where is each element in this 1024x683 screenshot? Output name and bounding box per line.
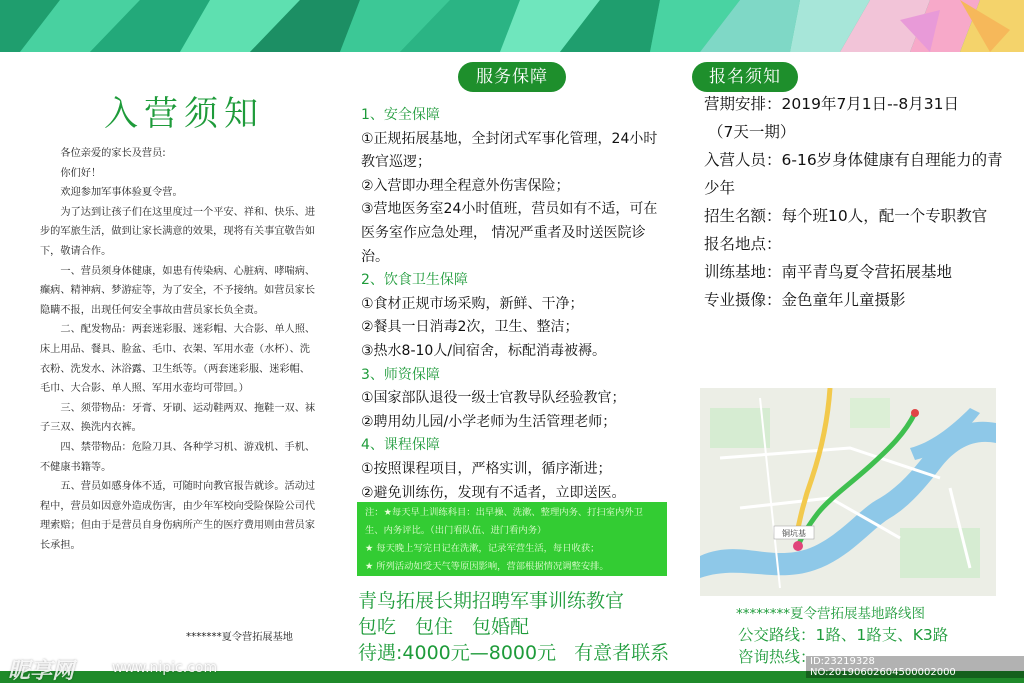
eligible-participants: 入营人员：6-16岁身体健康有自理能力的青少年 xyxy=(704,151,1003,197)
safety-item-1: ①正规拓展基地，全封闭式军事化管理，24小时教官巡逻； xyxy=(361,130,658,171)
letter-item-required: 三、须带物品：牙膏、牙刷、运动鞋两双、拖鞋一双、袜子三双、换洗内衣裤。 xyxy=(40,402,316,434)
watermark-logo: 昵享网 xyxy=(8,659,75,683)
camp-notice-letter xyxy=(40,144,320,555)
notice-line-2: ★ 每天晚上写完日记在洗漱，记录军营生活，每日收获； xyxy=(365,543,600,554)
section-teachers: 3、师资保障 xyxy=(361,366,440,383)
enrollment-quota: 招生名额：每个班10人，配一个专职教官 xyxy=(704,207,988,225)
top-decorative-banner xyxy=(0,0,1024,52)
recruit-contact: 有意者联系 xyxy=(574,642,670,664)
recruit-headline: 青鸟拓展长期招聘军事训练教官 xyxy=(358,590,625,612)
training-base: 训练基地：南平青鸟夏令营拓展基地 xyxy=(704,263,953,281)
left-signature: *******夏令营拓展基地 xyxy=(186,632,293,643)
camp-period-note: （7天一期） xyxy=(708,123,796,141)
service-guarantee-list xyxy=(361,104,661,505)
notice-line-1: 注：★每天早上训练科目：出早操、洗漱、整理内务、打扫室内外卫生、内务评比。（出门看队伍、进门看内务） xyxy=(365,507,643,536)
recruit-benefits: 包吃 包住 包婚配 xyxy=(358,616,530,638)
left-title: 入营须知 xyxy=(104,94,264,134)
food-item-1: ①食材正规市场采购，新鲜、干净； xyxy=(361,295,584,312)
food-item-2: ②餐具一日消毒2次，卫生、整洁； xyxy=(361,319,579,336)
letter-item-supplies: 二、配发物品：两套迷彩服、迷彩帽、大合影、单人照、床上用品、餐具、脸盆、毛巾、衣架、军用水壶（水杯）、洗衣粉、洗发水、沐浴露、卫生纸等。（两套迷彩服、迷彩帽、毛巾、大合影、单人照、军用水壶均可带回。） xyxy=(40,324,316,395)
courses-item-1: ①按照课程项目，严格实训，循序渐进； xyxy=(361,460,612,477)
safety-item-2: ②入营即办理全程意外伤害保险； xyxy=(361,177,570,194)
recruit-pay: 待遇:4000元—8000元 xyxy=(358,642,557,664)
section-safety: 1、安全保障 xyxy=(361,107,440,123)
signup-location: 报名地点： xyxy=(704,235,782,253)
photography-service: 专业摄像：金色童年儿童摄影 xyxy=(704,291,906,309)
food-item-3: ③热水8-10人/间宿舍，标配消毒被褥。 xyxy=(361,342,607,359)
signup-header: 报名须知 xyxy=(692,62,798,92)
letter-welcome: 欢迎参加军事体验夏令营。 xyxy=(60,187,183,199)
notice-line-3: ★ 所列活动如受天气等原因影响，营部根据情况调整安排。 xyxy=(365,561,609,572)
safety-item-3: ③营地医务室24小时值班，营员如有不适，可在医务室作应急处理， 情况严重者及时送医院诊治。 xyxy=(361,201,658,265)
watermark-url: www.nipic.com xyxy=(112,660,218,676)
section-courses: 4、课程保障 xyxy=(361,437,440,454)
teachers-item-2: ②聘用幼儿园/小学老师为生活管理老师； xyxy=(361,413,617,430)
recruitment-ad xyxy=(358,588,669,666)
letter-hello: 你们好！ xyxy=(60,167,102,179)
bus-routes: 公交路线：1路、1路支、K3路 xyxy=(738,626,949,644)
daily-schedule-notice xyxy=(357,502,667,576)
camp-period: 营期安排：2019年7月1日--8月31日 xyxy=(704,95,959,113)
letter-item-health: 一、营员须身体健康，如患有传染病、心脏病、哮喘病、癫病、精神病、梦游症等，为了安全，不予接纳。如营员家长隐瞒不报，出现任何安全事故由营员家长负全责。 xyxy=(40,265,316,316)
letter-greeting: 各位亲爱的家长及营员: xyxy=(60,148,166,159)
letter-intro: 为了达到让孩子们在这里度过一个平安、祥和、快乐、进步的军旅生活，做到让家长满意的效果，现将有关事宜敬告如下，敬请合作。 xyxy=(40,206,316,257)
watermark-id: ID:23219328 NO:20190602604500002000 xyxy=(806,656,1024,678)
section-food: 2、饮食卫生保障 xyxy=(361,272,468,289)
teachers-item-1: ①国家部队退役一级士官教导队经验教官； xyxy=(361,390,626,407)
geometric-pattern xyxy=(0,0,1024,52)
letter-item-medical: 五、营员如感身体不适，可随时向教官报告就诊。活动过程中，营员如因意外造成伤害，由少年军校向受险保险公司代理索赔；但由于是营员自身伤病所产生的医疗费用则由营员家长承担。 xyxy=(40,481,316,551)
map-place-label: 铜坑基 xyxy=(782,529,806,538)
signup-info xyxy=(704,90,1004,314)
service-header: 服务保障 xyxy=(458,62,566,92)
map-graphic xyxy=(700,388,996,596)
courses-item-2: ②避免训练伤，发现有不适者，立即送医。 xyxy=(361,484,626,501)
hotline: 咨询热线： xyxy=(738,648,816,666)
route-map xyxy=(700,388,996,596)
letter-item-forbidden: 四、禁带物品：危险刀具、各种学习机、游戏机、手机、不健康书籍等。 xyxy=(40,441,316,473)
recruit-pay-row xyxy=(358,640,669,666)
route-map-title: ********夏令营拓展基地路线图 xyxy=(736,606,925,622)
